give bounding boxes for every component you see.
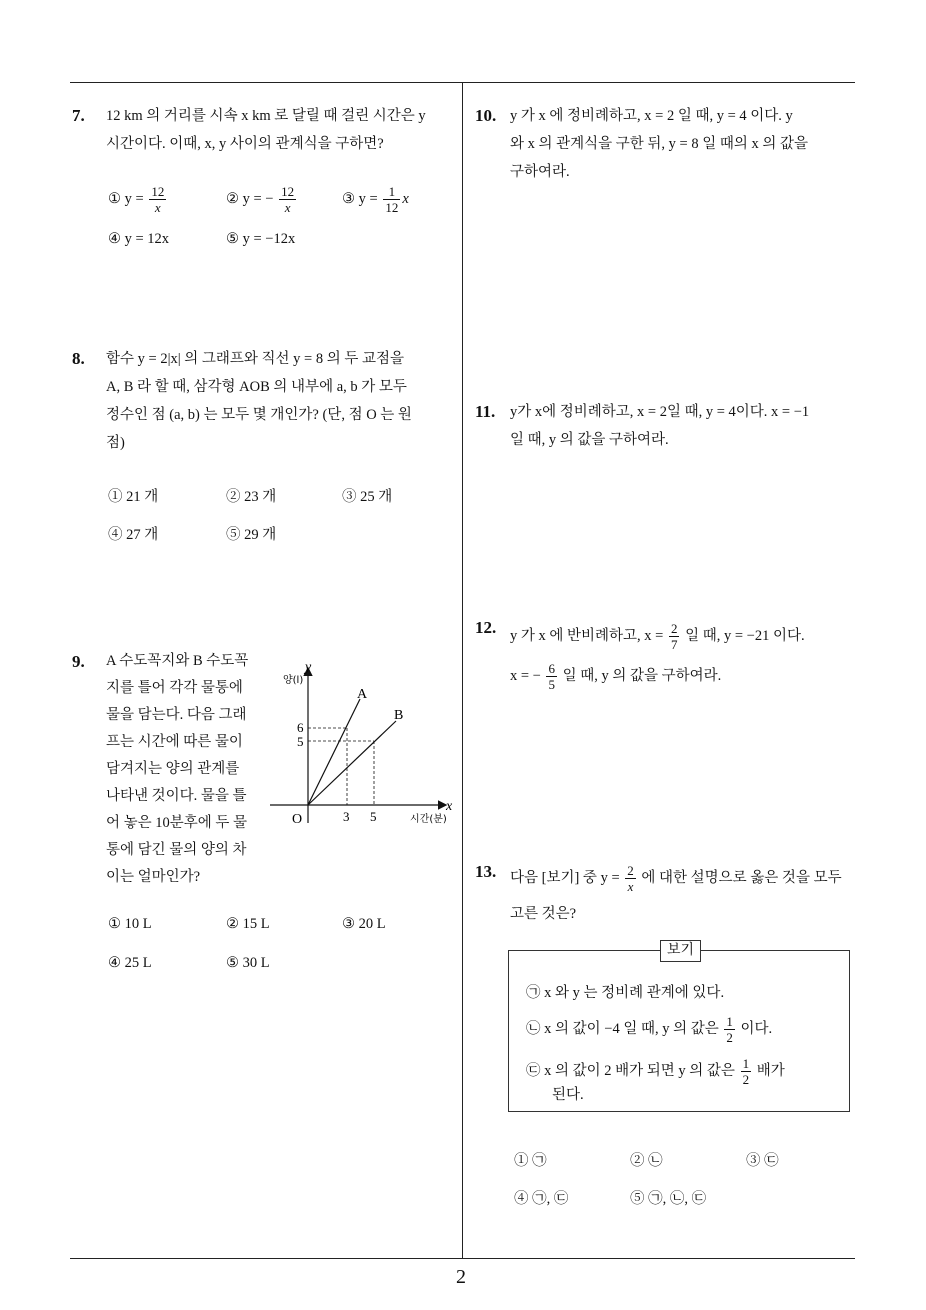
option-1[interactable]: ① y = $\frac{12}{x}$ <box>108 184 165 215</box>
question-10-line: 구하여라. <box>510 164 570 180</box>
question-9-line: A 수도꼭지와 B 수도꼭 <box>106 653 249 669</box>
question-8-number: 8. <box>72 349 85 368</box>
question-13-line: 고른 것은? <box>510 906 577 922</box>
x-axis-variable: x <box>446 799 453 814</box>
question-10-line: 와 x 의 관계식을 구한 뒤, y = 8 일 때의 x 의 값을 <box>510 136 809 152</box>
question-13-text <box>510 860 870 932</box>
option-3[interactable]: ③ ㉢ <box>746 1153 779 1169</box>
question-11-number: 11. <box>475 402 496 421</box>
option-5[interactable]: ⑤ 29 개 <box>226 527 277 543</box>
question-8-line: A, B 라 할 때, 삼각형 AOB 의 내부에 a, b 가 모두 <box>106 379 407 395</box>
question-7-number: 7. <box>72 106 85 125</box>
example-item-3: ㉢ x 의 값이 2 배가 되면 y 의 값은 $\frac{1}{2}$ 배가 <box>526 1056 785 1087</box>
option-2[interactable]: ② y = − $\frac{12}{x}$ <box>226 184 295 215</box>
question-9-line: 통에 담긴 물의 양의 차 <box>106 842 247 858</box>
origin-label: O <box>292 812 303 827</box>
question-7-line: 시간이다. 이때, x, y 사이의 관계식을 구하면? <box>106 136 384 152</box>
question-9-line: 이는 얼마인가? <box>106 869 201 885</box>
option-2[interactable]: ② 23 개 <box>226 489 277 505</box>
example-item-1: ㉠ x 와 y 는 정비례 관계에 있다. <box>526 985 725 1001</box>
question-9-line: 담겨지는 양의 관계를 <box>106 761 240 777</box>
example-box-title: 보기 <box>660 940 701 962</box>
question-9-line: 지를 틀어 각각 물통에 <box>106 680 243 696</box>
question-7-line: 12 km 의 거리를 시속 x km 로 달릴 때 걸린 시간은 y <box>106 108 426 124</box>
x-tick-label: 3 <box>343 809 350 824</box>
question-9-line: 물을 담는다. 다음 그래 <box>106 707 247 723</box>
option-1[interactable]: ① 10 L <box>108 916 152 932</box>
question-8-text <box>106 345 456 457</box>
question-9-line: 프는 시간에 따른 물이 <box>106 734 243 750</box>
question-9-line: 나타낸 것이다. 물을 틀 <box>106 788 247 804</box>
option-3[interactable]: ③ y = $\frac{1}{12}$ x <box>342 184 409 215</box>
question-13-number: 13. <box>475 862 497 881</box>
question-9-number: 9. <box>72 652 85 671</box>
line-a <box>308 699 360 805</box>
option-3[interactable]: ③ 25 개 <box>342 489 393 505</box>
option-2[interactable]: ② ㉡ <box>630 1153 663 1169</box>
option-5[interactable]: ⑤ y = −12x <box>226 231 296 247</box>
question-12-line: x = − $\frac{6}{5}$ 일 때, y 의 값을 구하여라. <box>510 661 722 693</box>
water-volume-graph <box>270 655 460 830</box>
option-5[interactable]: ⑤ ㉠, ㉡, ㉢ <box>630 1191 707 1207</box>
x-tick-label: 5 <box>370 809 377 824</box>
option-1[interactable]: ① 21 개 <box>108 489 159 505</box>
question-12-number: 12. <box>475 618 497 637</box>
option-3[interactable]: ③ 20 L <box>342 916 386 932</box>
question-9-text <box>106 648 261 891</box>
option-4[interactable]: ④ 25 L <box>108 955 152 971</box>
question-11-line: y가 x에 정비례하고, x = 2일 때, y = 4이다. x = −1 <box>510 404 810 420</box>
question-10-text <box>510 102 860 186</box>
question-12-text <box>510 616 870 696</box>
question-8-line: 점) <box>106 435 125 451</box>
question-8-line: 함수 y = 2|x| 의 그래프와 직선 y = 8 의 두 교점을 <box>106 351 405 367</box>
example-item-3-continued: 된다. <box>552 1087 584 1103</box>
example-item-2: ㉡ x 의 값이 −4 일 때, y 의 값은 $\frac{1}{2}$ 이다. <box>526 1014 773 1045</box>
option-5[interactable]: ⑤ 30 L <box>226 955 270 971</box>
bottom-rule <box>70 1258 855 1259</box>
question-12-line: y 가 x 에 반비례하고, x = $\frac{2}{7}$ 일 때, y = −21 이다. <box>510 621 805 653</box>
question-10-number: 10. <box>475 106 497 125</box>
y-axis-variable: y <box>305 660 312 675</box>
y-tick-label: 5 <box>297 734 304 749</box>
question-9-line: 어 놓은 10분후에 두 물 <box>106 815 248 831</box>
option-2[interactable]: ② 15 L <box>226 916 270 932</box>
question-10-line: y 가 x 에 정비례하고, x = 2 일 때, y = 4 이다. y <box>510 108 793 124</box>
option-1[interactable]: ① ㉠ <box>514 1153 547 1169</box>
line-b <box>308 721 396 805</box>
question-8-line: 정수인 점 (a, b) 는 모두 몇 개인가? (단, 점 O 는 원 <box>106 407 412 423</box>
question-7-text <box>106 102 456 158</box>
option-4[interactable]: ④ 27 개 <box>108 527 159 543</box>
question-13-line: 다음 [보기] 중 y = $\frac{2}{x}$ 에 대한 설명으로 옳은 것을 모두 <box>510 863 842 895</box>
question-11-line: 일 때, y 의 값을 구하여라. <box>510 432 669 448</box>
option-4[interactable]: ④ y = 12x <box>108 231 170 247</box>
y-axis-label: 양(l) <box>283 675 304 686</box>
question-11-text <box>510 398 860 454</box>
y-tick-label: 6 <box>297 720 304 735</box>
line-b-label: B <box>394 708 404 723</box>
column-divider <box>462 82 463 1259</box>
page-number: 2 <box>456 1266 466 1288</box>
option-4[interactable]: ④ ㉠, ㉢ <box>514 1191 569 1207</box>
line-a-label: A <box>357 687 368 702</box>
x-axis-label: 시간(분) <box>410 814 447 825</box>
